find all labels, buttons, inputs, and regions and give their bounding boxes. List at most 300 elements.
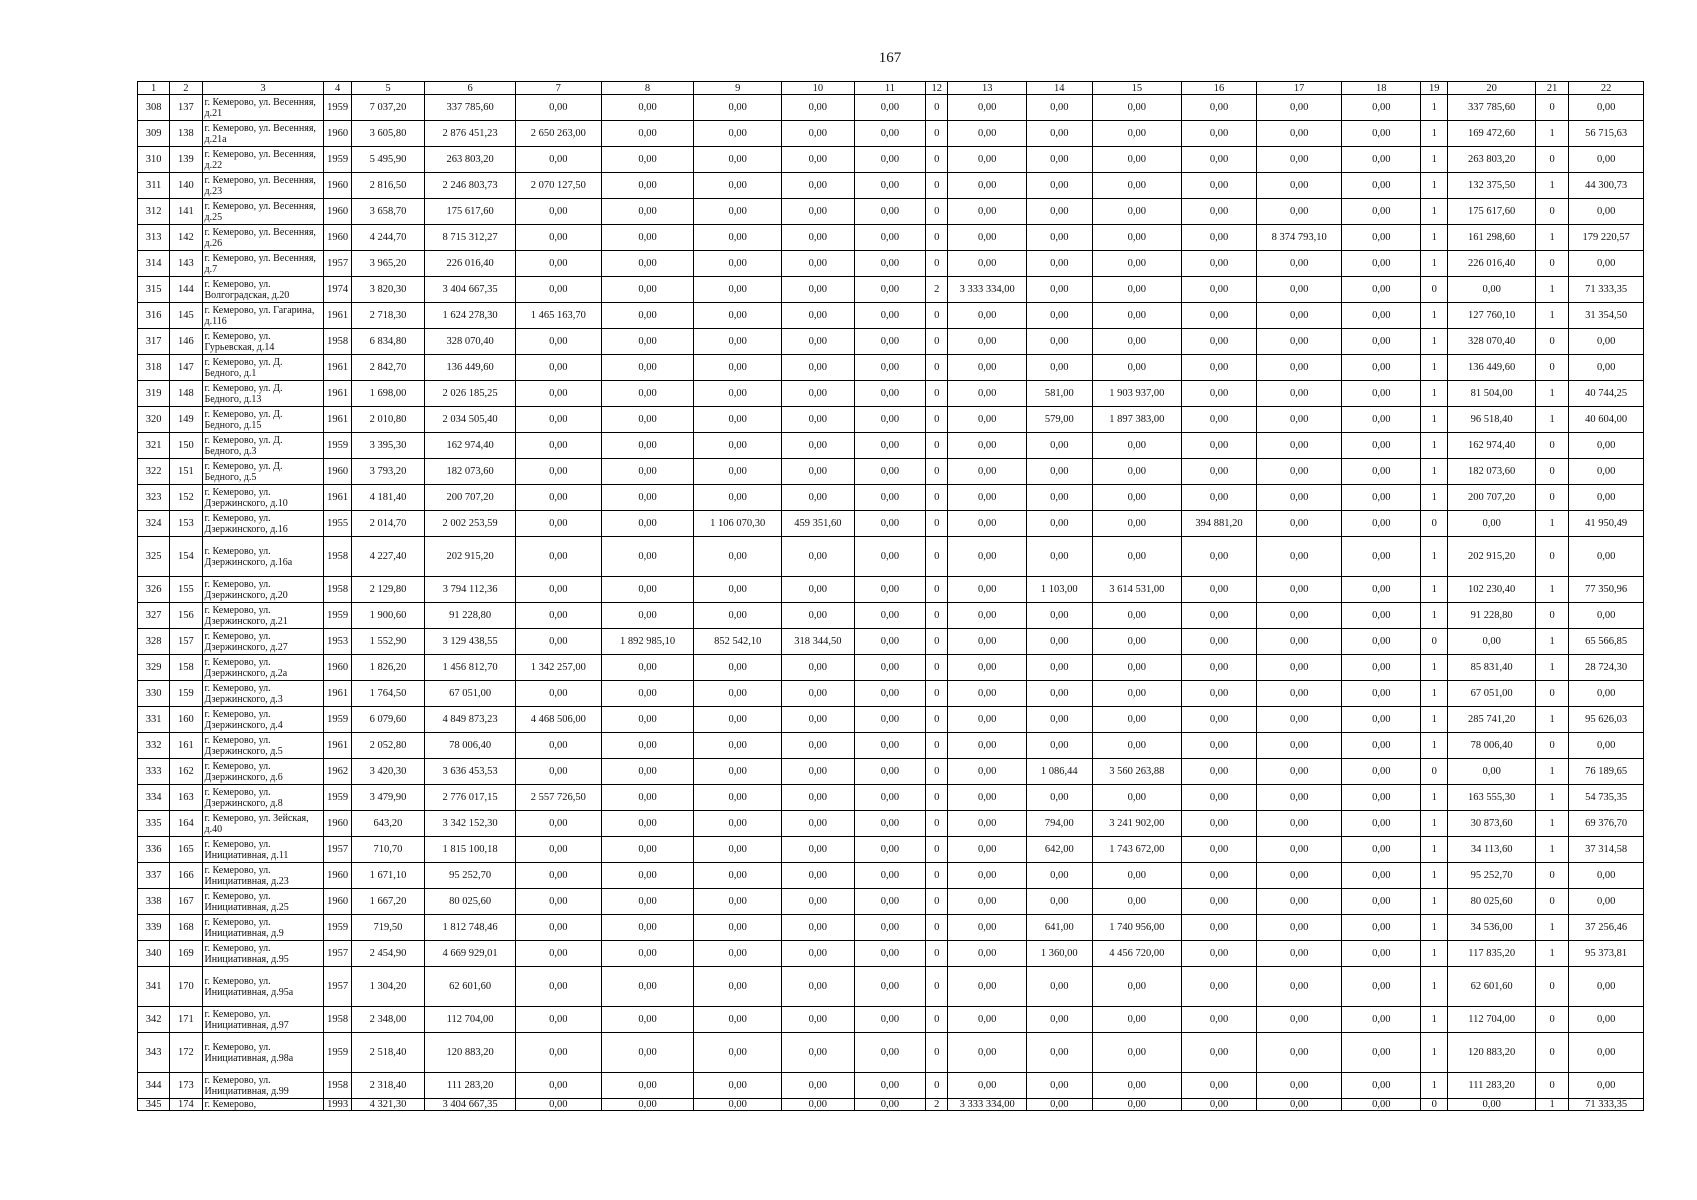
table-cell: 1 740 956,00 [1092,915,1182,941]
table-cell: 0,00 [854,459,926,485]
table-cell: 312 [138,199,170,225]
table-cell: 0,00 [694,577,782,603]
table-cell: 0,00 [1182,355,1257,381]
table-cell: 0,00 [1256,303,1342,329]
table-cell: 3 479,90 [351,785,425,811]
table-cell: 0,00 [1092,681,1182,707]
column-number-row [138,82,1644,95]
address-cell: г. Кемерово, ул. Весенняя, д.22 [202,147,324,173]
table-cell: 1 [1536,915,1569,941]
table-cell: 2 [926,1099,948,1111]
table-cell: 0 [1536,967,1569,1007]
table-cell: 175 617,60 [1448,199,1536,225]
table-cell: 1960 [324,199,351,225]
column-number: 9 [694,82,782,95]
table-cell: 0,00 [1342,759,1421,785]
table-cell: 0,00 [1092,655,1182,681]
table-cell: 0,00 [601,277,694,303]
table-cell: 0,00 [694,199,782,225]
table-cell: 0,00 [1256,433,1342,459]
table-cell: 3 658,70 [351,199,425,225]
table-cell: 0,00 [1256,889,1342,915]
table-cell: 0,00 [1182,173,1257,199]
table-cell: 0,00 [1342,785,1421,811]
table-cell: 0 [926,147,948,173]
table-cell: 0,00 [1342,381,1421,407]
table-cell: 34 113,60 [1448,837,1536,863]
table-cell: 0,00 [601,121,694,147]
table-cell: 0,00 [1092,173,1182,199]
table-cell: 0,00 [782,355,855,381]
table-row [138,95,1644,121]
table-cell: 0,00 [694,329,782,355]
table-cell: 156 [170,603,202,629]
table-cell: 2 816,50 [351,173,425,199]
table-cell: 0 [926,381,948,407]
table-cell: 146 [170,329,202,355]
table-cell: 85 831,40 [1448,655,1536,681]
table-cell: 0,00 [601,655,694,681]
table-cell: 0,00 [1027,303,1093,329]
table-cell: 0,00 [515,1073,601,1099]
table-cell: 1 [1421,577,1448,603]
table-cell: 0,00 [854,837,926,863]
table-cell: 1 [1536,655,1569,681]
table-cell: 0,00 [601,1033,694,1073]
table-cell: 1 [1421,121,1448,147]
table-cell: 1 [1421,225,1448,251]
table-cell: 0,00 [1182,915,1257,941]
table-cell: 0,00 [782,655,855,681]
table-cell: 0 [926,967,948,1007]
table-cell: 0,00 [782,537,855,577]
table-cell: 0,00 [854,225,926,251]
table-cell: 62 601,60 [425,967,516,1007]
table-cell: 0,00 [1342,459,1421,485]
table-cell: 0,00 [1342,837,1421,863]
table-row [138,707,1644,733]
table-cell: 0 [1421,277,1448,303]
table-cell: 0,00 [601,147,694,173]
table-cell: 0,00 [782,941,855,967]
table-cell: 0,00 [1092,603,1182,629]
table-cell: 1 106 070,30 [694,511,782,537]
address-cell: г. Кемерово, ул. Дзержинского, д.20 [202,577,324,603]
table-cell: 719,50 [351,915,425,941]
table-cell: 0,00 [601,1007,694,1033]
table-cell: 0 [1536,537,1569,577]
table-cell: 0,00 [694,837,782,863]
table-cell: 0,00 [1182,889,1257,915]
table-cell: 0,00 [694,485,782,511]
table-cell: 0,00 [948,889,1027,915]
table-cell: 0,00 [1342,681,1421,707]
table-cell: 0 [926,811,948,837]
table-cell: 0,00 [1342,537,1421,577]
table-cell: 1 [1536,121,1569,147]
table-row [138,1073,1644,1099]
table-cell: 0,00 [782,95,855,121]
table-cell: 0,00 [782,381,855,407]
table-cell: 0,00 [782,863,855,889]
table-cell: 0,00 [1182,1007,1257,1033]
table-cell: 153 [170,511,202,537]
table-cell: 0,00 [1182,629,1257,655]
table-cell: 160 [170,707,202,733]
table-cell: 0,00 [782,147,855,173]
table-cell: 309 [138,121,170,147]
table-cell: 0,00 [1342,603,1421,629]
table-cell: 0,00 [1342,277,1421,303]
table-cell: 0,00 [694,355,782,381]
table-cell: 0,00 [1027,863,1093,889]
table-cell: 317 [138,329,170,355]
table-cell: 0,00 [1182,251,1257,277]
table-cell: 0,00 [1256,511,1342,537]
table-cell: 344 [138,1073,170,1099]
column-number: 15 [1092,82,1182,95]
table-cell: 0 [926,407,948,433]
column-number: 1 [138,82,170,95]
table-cell: 0,00 [948,537,1027,577]
table-cell: 0,00 [1256,1033,1342,1073]
table-cell: 0,00 [1256,537,1342,577]
table-cell: 0,00 [948,629,1027,655]
table-cell: 136 449,60 [425,355,516,381]
table-cell: 0,00 [1342,629,1421,655]
table-cell: 0,00 [948,603,1027,629]
address-cell: г. Кемерово, ул. Инициативная, д.11 [202,837,324,863]
table-cell: 3 395,30 [351,433,425,459]
table-cell: 0,00 [601,381,694,407]
table-cell: 0,00 [948,511,1027,537]
table-cell: 394 881,20 [1182,511,1257,537]
table-cell: 316 [138,303,170,329]
column-number: 17 [1256,82,1342,95]
table-cell: 0,00 [1256,1073,1342,1099]
table-cell: 0,00 [782,1073,855,1099]
table-cell: 0,00 [1027,967,1093,1007]
table-cell: 0,00 [948,837,1027,863]
address-cell: г. Кемерово, ул. Волгоградская, д.20 [202,277,324,303]
table-cell: 0,00 [782,681,855,707]
address-cell: г. Кемерово, ул. Дзержинского, д.16а [202,537,324,577]
table-cell: 152 [170,485,202,511]
table-cell: 2 [926,277,948,303]
table-cell: 1 [1536,629,1569,655]
table-cell: 0,00 [948,759,1027,785]
table-cell: 0,00 [948,173,1027,199]
table-cell: 0,00 [694,251,782,277]
table-cell: 0,00 [1182,95,1257,121]
table-cell: 0 [1536,251,1569,277]
table-cell: 0,00 [1182,577,1257,603]
table-cell: 0,00 [1092,537,1182,577]
table-cell: 0 [1536,1007,1569,1033]
address-cell: г. Кемерово, ул. Весенняя, д.25 [202,199,324,225]
table-cell: 3 404 667,35 [425,1099,516,1111]
table-cell: 338 [138,889,170,915]
table-cell: 0 [926,915,948,941]
address-cell: г. Кемерово, ул. Дзержинского, д.21 [202,603,324,629]
table-cell: 0,00 [1027,355,1093,381]
table-cell: 0,00 [1342,355,1421,381]
table-cell: 111 283,20 [425,1073,516,1099]
address-cell: г. Кемерово, ул. Дзержинского, д.5 [202,733,324,759]
table-cell: 0,00 [1342,889,1421,915]
table-cell: 0 [926,733,948,759]
table-cell: 0,00 [782,733,855,759]
table-cell: 0,00 [1182,537,1257,577]
table-cell: 163 [170,785,202,811]
table-cell: 0,00 [1256,681,1342,707]
table-cell: 0,00 [601,915,694,941]
table-cell: 0,00 [1342,147,1421,173]
address-cell: г. Кемерово, ул. Дзержинского, д.10 [202,485,324,511]
table-cell: 1960 [324,863,351,889]
table-cell: 0,00 [1182,225,1257,251]
table-cell: 164 [170,811,202,837]
table-cell: 1957 [324,967,351,1007]
table-cell: 0 [926,251,948,277]
table-cell: 67 051,00 [425,681,516,707]
table-cell: 179 220,57 [1569,225,1644,251]
table-cell: 0,00 [515,1033,601,1073]
table-row [138,225,1644,251]
table-cell: 336 [138,837,170,863]
table-cell: 0 [1536,889,1569,915]
table-cell: 0,00 [694,1007,782,1033]
table-cell: 2 070 127,50 [515,173,601,199]
table-cell: 0,00 [601,511,694,537]
table-cell: 3 794 112,36 [425,577,516,603]
table-row [138,329,1644,355]
table-cell: 0,00 [1256,915,1342,941]
table-cell: 0,00 [515,381,601,407]
table-cell: 263 803,20 [1448,147,1536,173]
table-cell: 2 518,40 [351,1033,425,1073]
table-cell: 0,00 [1092,459,1182,485]
table-cell: 148 [170,381,202,407]
table-cell: 1960 [324,121,351,147]
table-row [138,733,1644,759]
table-row [138,889,1644,915]
table-cell: 0,00 [782,785,855,811]
table-cell: 166 [170,863,202,889]
table-cell: 315 [138,277,170,303]
table-cell: 322 [138,459,170,485]
table-cell: 0,00 [694,277,782,303]
table-cell: 0 [926,225,948,251]
table-cell: 0,00 [948,1033,1027,1073]
table-cell: 0,00 [854,889,926,915]
table-cell: 2 718,30 [351,303,425,329]
table-cell: 0,00 [694,1033,782,1073]
table-cell: 1 [1421,199,1448,225]
table-row [138,277,1644,303]
table-cell: 1958 [324,329,351,355]
table-cell: 0,00 [601,433,694,459]
table-cell: 341 [138,967,170,1007]
table-row [138,1099,1644,1111]
table-cell: 4 468 506,00 [515,707,601,733]
table-cell: 3 820,30 [351,277,425,303]
table-cell: 0,00 [1342,329,1421,355]
table-cell: 1957 [324,251,351,277]
table-row [138,433,1644,459]
table-cell: 0,00 [948,811,1027,837]
table-cell: 0,00 [1027,173,1093,199]
table-cell: 141 [170,199,202,225]
table-cell: 0 [1536,681,1569,707]
address-cell: г. Кемерово, ул. Дзержинского, д.16 [202,511,324,537]
table-cell: 1958 [324,1007,351,1033]
table-cell: 0,00 [1027,1007,1093,1033]
column-number: 3 [202,82,324,95]
table-cell: 1 815 100,18 [425,837,516,863]
table-cell: 1959 [324,147,351,173]
table-cell: 0,00 [948,655,1027,681]
table-cell: 0 [1421,1099,1448,1111]
table-cell: 0,00 [1256,199,1342,225]
table-cell: 95 626,03 [1569,707,1644,733]
table-cell: 0,00 [1342,655,1421,681]
table-cell: 0,00 [515,603,601,629]
table-cell: 794,00 [1027,811,1093,837]
table-cell: 0,00 [1569,147,1644,173]
table-cell: 0,00 [601,199,694,225]
table-cell: 0,00 [694,707,782,733]
table-cell: 4 227,40 [351,537,425,577]
table-cell: 345 [138,1099,170,1111]
table-cell: 0,00 [1182,1073,1257,1099]
table-cell: 0,00 [1182,329,1257,355]
table-cell: 1 [1421,733,1448,759]
table-cell: 0,00 [1027,329,1093,355]
table-cell: 169 472,60 [1448,121,1536,147]
table-cell: 1 103,00 [1027,577,1093,603]
table-cell: 0,00 [1027,95,1093,121]
table-cell: 0,00 [1092,967,1182,1007]
table-cell: 0,00 [854,433,926,459]
table-cell: 155 [170,577,202,603]
address-cell: г. Кемерово, ул. Д. Бедного, д.3 [202,433,324,459]
table-cell: 0,00 [854,967,926,1007]
table-cell: 1 [1536,707,1569,733]
table-cell: 324 [138,511,170,537]
table-cell: 0,00 [854,251,926,277]
table-row [138,785,1644,811]
table-cell: 0 [926,485,948,511]
table-cell: 0,00 [1256,173,1342,199]
table-cell: 0,00 [1448,759,1536,785]
table-cell: 162 [170,759,202,785]
address-cell: г. Кемерово, ул. Дзержинского, д.3 [202,681,324,707]
table-cell: 162 974,40 [1448,433,1536,459]
table-cell: 202 915,20 [425,537,516,577]
table-cell: 1 [1421,433,1448,459]
table-cell: 0,00 [1182,199,1257,225]
table-cell: 0,00 [694,785,782,811]
table-cell: 0,00 [1569,733,1644,759]
table-row [138,967,1644,1007]
table-cell: 0,00 [601,303,694,329]
address-cell: г. Кемерово, ул. Инициативная, д.99 [202,1073,324,1099]
table-cell: 1 764,50 [351,681,425,707]
table-cell: 161 298,60 [1448,225,1536,251]
table-cell: 0,00 [1256,1099,1342,1111]
table-cell: 0,00 [782,603,855,629]
table-cell: 1959 [324,433,351,459]
table-cell: 0,00 [782,407,855,433]
table-cell: 0,00 [1342,95,1421,121]
table-cell: 0,00 [1342,1073,1421,1099]
table-cell: 0,00 [1182,1099,1257,1111]
table-cell: 0,00 [694,1099,782,1111]
table-cell: 0,00 [601,733,694,759]
table-cell: 0,00 [515,225,601,251]
table-cell: 0,00 [854,407,926,433]
table-cell: 3 793,20 [351,459,425,485]
table-cell: 0,00 [948,225,1027,251]
table-cell: 65 566,85 [1569,629,1644,655]
column-number: 13 [948,82,1027,95]
table-cell: 1 [1421,707,1448,733]
table-cell: 0,00 [1182,121,1257,147]
table-cell: 0 [926,1007,948,1033]
table-cell: 0,00 [601,759,694,785]
table-cell: 1 [1421,941,1448,967]
table-cell: 0,00 [854,147,926,173]
table-cell: 1961 [324,681,351,707]
table-cell: 1960 [324,889,351,915]
table-cell: 321 [138,433,170,459]
table-row [138,759,1644,785]
table-cell: 0,00 [1448,1099,1536,1111]
table-cell: 0 [1536,199,1569,225]
table-cell: 0,00 [1256,941,1342,967]
table-cell: 2 052,80 [351,733,425,759]
table-cell: 0,00 [948,199,1027,225]
table-cell: 2 026 185,25 [425,381,516,407]
table-cell: 0,00 [1027,459,1093,485]
table-cell: 0,00 [854,1007,926,1033]
table-cell: 0,00 [782,277,855,303]
address-cell: г. Кемерово, ул. Инициативная, д.97 [202,1007,324,1033]
table-cell: 1960 [324,225,351,251]
table-cell: 0,00 [854,303,926,329]
table-cell: 0,00 [1569,199,1644,225]
table-cell: 1 [1421,147,1448,173]
table-cell: 0 [1421,511,1448,537]
table-cell: 154 [170,537,202,577]
table-cell: 3 241 902,00 [1092,811,1182,837]
table-cell: 0,00 [1342,433,1421,459]
table-cell: 0,00 [601,785,694,811]
table-cell: 0,00 [1342,915,1421,941]
table-cell: 1 360,00 [1027,941,1093,967]
table-cell: 0,00 [1027,121,1093,147]
table-cell: 0 [926,889,948,915]
table-cell: 0,00 [1256,95,1342,121]
table-row [138,837,1644,863]
table-cell: 0,00 [1092,277,1182,303]
table-cell: 0,00 [854,863,926,889]
table-cell: 0,00 [1092,355,1182,381]
table-cell: 1 826,20 [351,655,425,681]
table-cell: 328 070,40 [425,329,516,355]
table-cell: 0,00 [1256,147,1342,173]
